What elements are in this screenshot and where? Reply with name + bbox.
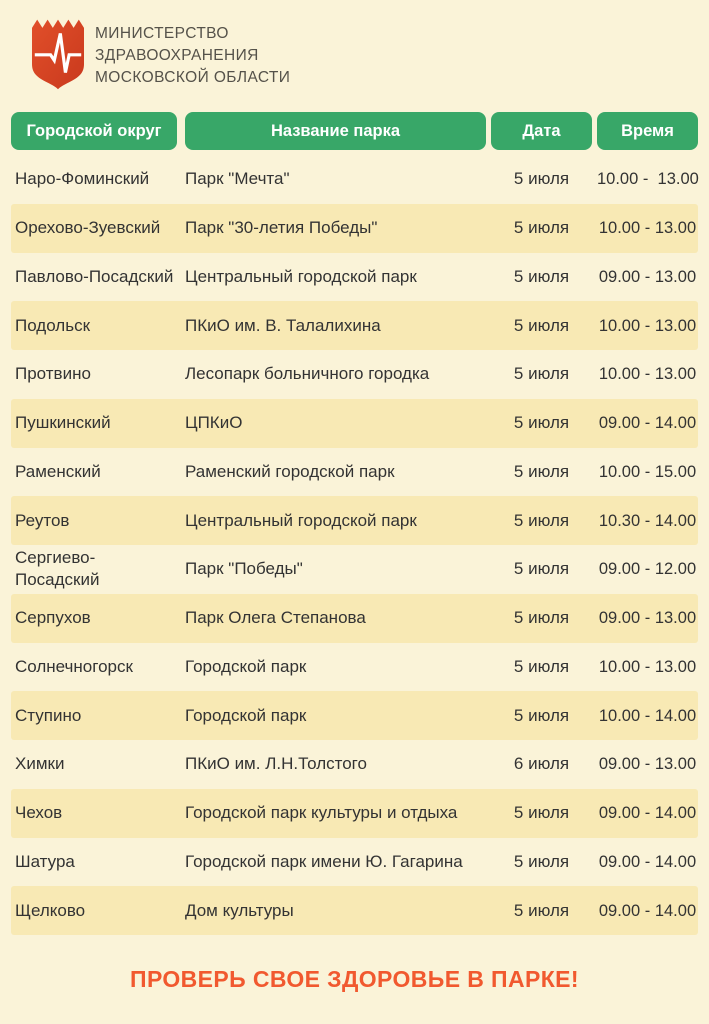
- column-header-district: Городской округ: [11, 112, 177, 150]
- table-row: [11, 740, 698, 789]
- cell-district: Сергиево-Посадский: [15, 548, 100, 590]
- table-row: [11, 594, 698, 643]
- cell-park: Раменский городской парк: [185, 461, 395, 481]
- table-row: [11, 350, 698, 399]
- table-row: [11, 204, 698, 253]
- cell-time: 09.00 - 14.00: [598, 414, 697, 433]
- cell-date: 5 июля: [513, 900, 570, 920]
- cell-date: 5 июля: [513, 803, 570, 823]
- cell-park: ПКиО им. Л.Н.Толстого: [185, 754, 367, 774]
- cell-date: 5 июля: [513, 608, 570, 628]
- cell-date: 6 июля: [513, 754, 570, 774]
- cell-park: Парк "Победы": [185, 559, 303, 579]
- cell-district: Павлово-Посадский: [15, 266, 174, 286]
- cell-date: 5 июля: [513, 218, 570, 238]
- cell-date: 5 июля: [513, 169, 570, 189]
- cell-time: 10.30 - 14.00: [598, 511, 697, 530]
- cell-time: 10.00 - 13.00: [598, 219, 697, 238]
- cell-time: 09.00 - 13.00: [598, 755, 697, 774]
- org-name: [95, 14, 290, 89]
- org-name-line: МИНИСТЕРСТВО: [95, 25, 229, 42]
- cell-date: 5 июля: [513, 851, 570, 871]
- table-row: [11, 496, 698, 545]
- cell-time: 09.00 - 12.00: [598, 560, 697, 579]
- cell-district: Протвино: [15, 364, 91, 384]
- org-name-line: МОСКОВСКОЙ ОБЛАСТИ: [95, 69, 291, 86]
- cell-time: 10.00 - 13.00: [598, 365, 697, 384]
- cell-time: 10.00 - 15.00: [598, 462, 697, 481]
- cell-district: Раменский: [15, 461, 101, 481]
- table-row: [11, 253, 698, 302]
- org-name-line: ЗДРАВООХРАНЕНИЯ: [95, 47, 259, 64]
- cell-district: Солнечногорск: [15, 656, 133, 676]
- cell-park: Лесопарк больничного городка: [185, 364, 430, 384]
- column-header-time: Время: [597, 112, 698, 150]
- cell-date: 5 июля: [513, 705, 570, 725]
- table-row: [11, 448, 698, 497]
- cell-park: ПКиО им. В. Талалихина: [185, 315, 381, 335]
- cell-district: Подольск: [15, 315, 91, 335]
- cell-park: Центральный городской парк: [185, 510, 417, 530]
- cell-park: Парк "30-летия Победы": [185, 218, 378, 238]
- table-row: [11, 301, 698, 350]
- cell-time: 09.00 - 13.00: [598, 609, 697, 628]
- cell-park: Дом культуры: [185, 900, 294, 920]
- cell-date: 5 июля: [513, 413, 570, 433]
- cell-time: 09.00 - 14.00: [598, 804, 697, 823]
- table-row: [11, 789, 698, 838]
- cell-park: Городской парк: [185, 656, 307, 676]
- brand-header: [0, 0, 709, 92]
- column-header-park: Название парка: [185, 112, 486, 150]
- cell-district: Наро-Фоминский: [15, 169, 150, 189]
- cell-district: Щелково: [15, 900, 86, 920]
- cell-park: ЦПКиО: [185, 413, 243, 433]
- cell-date: 5 июля: [513, 364, 570, 384]
- column-header-date: Дата: [491, 112, 592, 150]
- cell-park: Городской парк имени Ю. Гагарина: [185, 851, 463, 871]
- table-row: [11, 886, 698, 935]
- schedule-table: [11, 112, 698, 935]
- cell-district: Серпухов: [15, 608, 91, 628]
- table-row: [11, 399, 698, 448]
- table-row: [11, 643, 698, 692]
- cell-date: 5 июля: [513, 461, 570, 481]
- table-body: [11, 155, 698, 935]
- cell-date: 5 июля: [513, 656, 570, 676]
- cell-district: Шатура: [15, 851, 75, 871]
- cell-park: Парк Олега Степанова: [185, 608, 366, 628]
- cell-district: Пушкинский: [15, 413, 111, 433]
- cell-time: 09.00 - 13.00: [598, 267, 697, 286]
- cell-district: Химки: [15, 754, 65, 774]
- cell-park: Городской парк: [185, 705, 307, 725]
- cell-park: Парк "Мечта": [185, 169, 290, 189]
- cell-park: Городской парк культуры и отдыха: [185, 803, 458, 823]
- table-row: [11, 545, 698, 594]
- cell-district: Чехов: [15, 803, 63, 823]
- cell-date: 5 июля: [513, 510, 570, 530]
- cell-time: 09.00 - 14.00: [598, 901, 697, 920]
- cell-time: 10.00 - 13.00: [598, 316, 697, 335]
- cell-district: Реутов: [15, 510, 70, 530]
- footer-slogan: ПРОВЕРЬ СВОЕ ЗДОРОВЬЕ В ПАРКЕ!: [130, 966, 579, 992]
- cell-date: 5 июля: [513, 266, 570, 286]
- table-row: [11, 155, 698, 204]
- cell-district: Ступино: [15, 705, 82, 725]
- table-header-row: [11, 112, 698, 150]
- cell-time: 09.00 - 14.00: [598, 852, 697, 871]
- table-row: [11, 691, 698, 740]
- cell-district: Орехово-Зуевский: [15, 218, 161, 238]
- health-ministry-shield-ecg-icon: [32, 14, 84, 92]
- cell-date: 5 июля: [513, 559, 570, 579]
- cell-time: 10.00 - 14.00: [598, 706, 697, 725]
- cell-park: Центральный городской парк: [185, 266, 417, 286]
- cell-time: 10.00 - 13.00: [598, 657, 697, 676]
- cell-time: 10.00 - 13.00: [597, 170, 699, 189]
- table-row: [11, 838, 698, 887]
- cell-date: 5 июля: [513, 315, 570, 335]
